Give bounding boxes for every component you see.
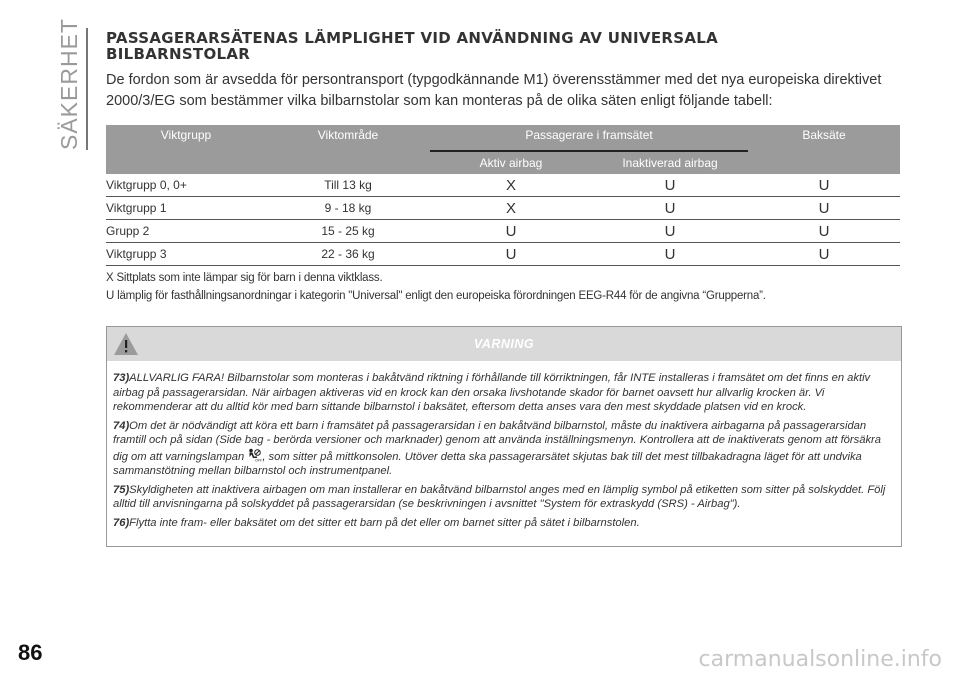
warning-header [107,327,901,361]
cell-group: Viktgrupp 0, 0+ [106,174,266,197]
header-airbag-active: Aktiv airbag [430,151,592,174]
cell-airbag-inactive: U [592,174,748,197]
warning-item-number: 73) [113,372,130,384]
cell-weight: 22 - 36 kg [266,243,430,266]
legend-note-u: U lämplig för fasthållningsanordningar i kategorin "Universal" enligt den europeiska förordningen EEG-R44 för de angivna “Grupperna”. [106,290,766,302]
warning-title: VARNING [473,337,535,351]
page-content [106,30,900,547]
header-rear-seat: Baksäte [748,125,900,174]
warning-item-text: Om det är nödvändigt att köra ett barn i framsätet på passagerarsidan i en bakåtvänd bilbarnstol, måste du inaktivera airbagarna på passagerarsidan framtill och på sidan (Side bag - berörda versioner och marknader) genom att använda inställningsmenyn. Kontrollera att de inaktiverats genom att försäkra dig om att varningslampan [113,419,881,463]
header-weight-group: Viktgrupp [106,125,266,174]
warning-item-text: ALLVARLIG FARA! Bilbarnstolar som monteras i bakåtvänd riktning i förhållande till körriktningen, får INTE installeras i framsätet om det finns en aktiv airbag på passagerarsidan. När airbagen aktiveras vid en krock kan den orsaka livshotande skador för barnet oavsett hur allvarlig krocken är. Vi rekommenderar att du alltid kör med barn sittande bilbarnstol i baksätet, eftersom detta anses vara den mest skyddade platsen vid en krock. [113,372,871,413]
cell-airbag-active: U [430,220,592,243]
cell-airbag-inactive: U [592,243,748,266]
side-tab-rule [86,28,88,150]
section-title-line2: BILBARNSTOLAR [106,45,251,63]
cell-airbag-active: X [430,197,592,220]
header-airbag-inactive: Inaktiverad airbag [592,151,748,174]
header-weight-range: Viktområde [266,125,430,174]
legend-note-x: X Sittplats som inte lämpar sig för barn i denna viktklass. [106,272,383,284]
warning-box [106,326,902,547]
cell-rear-seat: U [748,197,900,220]
cell-weight: 9 - 18 kg [266,197,430,220]
section-title [106,30,866,62]
header-front-passenger: Passagerare i framsätet [430,125,748,151]
warning-item-text: Skyldigheten att inaktivera airbagen om man installerar en bakåtvänd bilbarnstol anges med en lämplig symbol på etiketten som sitter på solskyddet. Följ alltid till anvisningarna på solskyddet på passagerarsidan (se beskrivningen i avsnittet "System för extraskydd (SRS) - Airbag"). [113,483,886,510]
cell-group: Grupp 2 [106,220,266,243]
intro-paragraph: De fordon som är avsedda för persontransport (typgodkännande M1) överensstämmer med det nya europeiska direktivet 2000/3/EG som bestämmer vilka bilbarnstolar som kan monteras på de olika säten enligt följande tabell: [106,72,882,109]
cell-airbag-active: X [430,174,592,197]
seat-suitability-table [106,125,900,266]
airbag-off-lamp-icon [247,448,261,462]
warning-item [113,371,895,415]
warning-item-text: , som sitter på mittkonsolen. Utöver detta ska passagerarsätet skjutas bak till det mest tillbakadragna läget för att undvika sammanstötning mellan bilbarnstol och instrumentpanel. [113,450,862,477]
cell-airbag-inactive: U [592,220,748,243]
cell-group: Viktgrupp 3 [106,243,266,266]
cell-group: Viktgrupp 1 [106,197,266,220]
table-row [106,243,900,266]
section-title-line1: PASSAGERARSÄTENAS LÄMPLIGHET VID ANVÄNDNING AV UNIVERSALA [106,29,719,47]
warning-item [113,483,895,512]
section-side-tab [54,18,84,150]
warning-item-number: 74) [113,419,130,432]
warning-item-number: 76) [113,516,130,529]
warning-triangle-icon [113,332,139,356]
cell-rear-seat: U [748,220,900,243]
warning-body [107,361,901,546]
page-number: 86 [18,640,43,665]
warning-item-text: Flytta inte fram- eller baksätet om det sitter ett barn på det eller om barnet sitter på sätet i bilbarnstolen. [129,516,640,529]
warning-item [113,516,895,531]
svg-text:OFF: OFF [255,458,263,463]
warning-item [113,419,895,479]
cell-airbag-active: U [430,243,592,266]
cell-weight: 15 - 25 kg [266,220,430,243]
cell-rear-seat: U [748,243,900,266]
warning-item-number: 75) [113,483,130,496]
watermark: carmanualsonline.info [698,647,942,672]
side-tab-label: SÄKERHET [56,18,82,150]
table-row [106,174,900,197]
cell-airbag-inactive: U [592,197,748,220]
table-row [106,197,900,220]
table-row [106,220,900,243]
cell-weight: Till 13 kg [266,174,430,197]
cell-rear-seat: U [748,174,900,197]
